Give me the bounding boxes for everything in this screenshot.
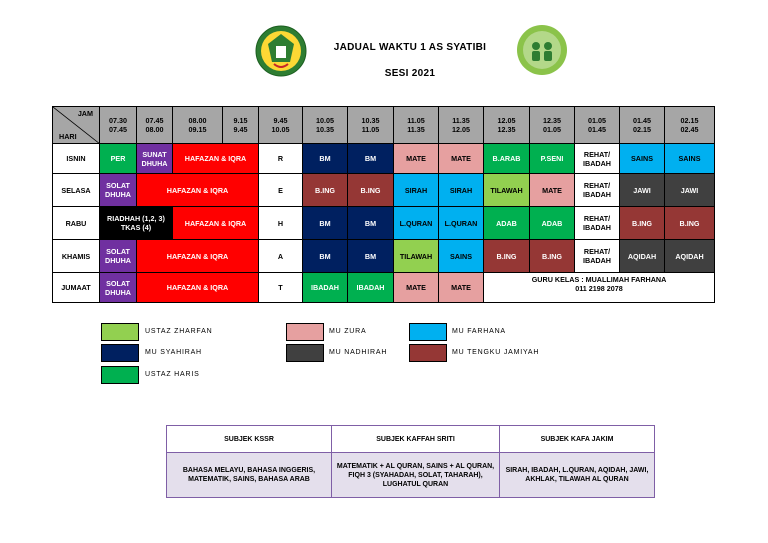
lesson-cell: BM [303,144,348,174]
legend-label: USTAZ ZHARFAN [145,328,213,335]
page-title: JADUAL WAKTU 1 AS SYATIBI [333,42,487,53]
class-teacher-name: GURU KELAS : MUALLIMAH FARHANA [531,275,667,284]
lesson-cell: ADAB [484,207,530,240]
lesson-cell: TILAWAH [484,174,530,207]
rehat-cell: REHAT/ IBADAH [575,207,620,240]
lesson-cell: MATE [394,273,439,303]
legend-swatch-zura [286,323,324,341]
time-header: 07.30 07.45 [100,107,137,144]
lesson-cell: MATE [530,174,575,207]
lesson-cell: SOLAT DHUHA [100,273,137,303]
time-header: 12.05 12.35 [484,107,530,144]
lesson-cell: JAWI [620,174,665,207]
legend-swatch-zharfan [101,323,139,341]
lesson-cell: BM [348,207,394,240]
class-teacher-phone: 011 2198 2078 [575,284,623,293]
time-header: 01.45 02.15 [620,107,665,144]
lesson-cell: SAINS [665,144,715,174]
lesson-cell: BM [303,207,348,240]
subject-header: SUBJEK KAFA JAKIM [500,426,655,453]
break-letter: H [259,207,303,240]
time-header: 01.05 01.45 [575,107,620,144]
corner-hari-label: HARI [59,132,77,141]
lesson-cell: HAFAZAN & IQRA [137,174,259,207]
lesson-cell: B.ING [665,207,715,240]
break-letter: A [259,240,303,273]
day-label: RABU [53,207,100,240]
time-header: 9.15 9.45 [223,107,259,144]
lesson-cell: HAFAZAN & IQRA [137,240,259,273]
lesson-cell: B.ARAB [484,144,530,174]
lesson-cell: B.ING [530,240,575,273]
lesson-cell: HAFAZAN & IQRA [173,144,259,174]
lesson-cell: JAWI [665,174,715,207]
class-teacher-info [484,273,715,303]
lesson-cell: TILAWAH [394,240,439,273]
lesson-cell: BM [303,240,348,273]
lesson-cell: SAINS [620,144,665,174]
legend-label: MU ZURA [329,328,367,335]
subject-list: MATEMATIK + AL QURAN, SAINS + AL QURAN, FIQH 3 (SYAHADAH, SOLAT, TAHARAH), LUGHATUL QURAN [332,453,500,498]
lesson-cell: B.ING [484,240,530,273]
green-emblem-logo [516,24,568,76]
time-header: 9.45 10.05 [259,107,303,144]
lesson-cell: B.ING [620,207,665,240]
break-letter: E [259,174,303,207]
timetable [52,106,715,303]
lesson-cell: MATE [439,144,484,174]
time-header: 02.15 02.45 [665,107,715,144]
lesson-cell: L.QURAN [394,207,439,240]
lesson-cell: B.ING [303,174,348,207]
lesson-cell: P.SENI [530,144,575,174]
rehat-cell: REHAT/ IBADAH [575,174,620,207]
legend-swatch-tengku-jamiyah [409,344,447,362]
day-label: ISNIN [53,144,100,174]
lesson-cell: SOLAT DHUHA [100,240,137,273]
lesson-cell: IBADAH [303,273,348,303]
time-header: 11.35 12.05 [439,107,484,144]
day-label: JUMAAT [53,273,100,303]
school-crest-logo [254,24,308,78]
subject-list: BAHASA MELAYU, BAHASA INGGERIS, MATEMATIK, SAINS, BAHASA ARAB [167,453,332,498]
legend-swatch-farhana [409,323,447,341]
lesson-cell: MATE [439,273,484,303]
legend-label: MU NADHIRAH [329,349,388,356]
time-header: 08.00 09.15 [173,107,223,144]
time-header: 11.05 11.35 [394,107,439,144]
lesson-cell: PER [100,144,137,174]
time-header: 10.05 10.35 [303,107,348,144]
day-label: KHAMIS [53,240,100,273]
subject-header: SUBJEK KAFFAH SRITI [332,426,500,453]
subjects-table [166,425,655,498]
legend-label: MU FARHANA [452,328,506,335]
lesson-cell: SIRAH [439,174,484,207]
jam-hari-corner [53,107,100,144]
lesson-cell: SUNAT DHUHA [137,144,173,174]
day-label: SELASA [53,174,100,207]
lesson-cell: HAFAZAN & IQRA [137,273,259,303]
lesson-cell: SAINS [439,240,484,273]
break-letter: R [259,144,303,174]
break-letter: T [259,273,303,303]
lesson-cell: HAFAZAN & IQRA [173,207,259,240]
legend-label: MU TENGKU JAMIYAH [452,349,540,356]
time-header: 12.35 01.05 [530,107,575,144]
lesson-cell: L.QURAN [439,207,484,240]
time-header: 10.35 11.05 [348,107,394,144]
legend-swatch-haris [101,366,139,384]
legend-swatch-syahirah [101,344,139,362]
time-header: 07.45 08.00 [137,107,173,144]
lesson-cell: AQIDAH [620,240,665,273]
subject-list: SIRAH, IBADAH, L.QURAN, AQIDAH, JAWI, AKHLAK, TILAWAH AL QURAN [500,453,655,498]
lesson-cell: IBADAH [348,273,394,303]
lesson-cell: SIRAH [394,174,439,207]
lesson-cell: RIADHAH (1,2, 3) TKAS (4) [100,207,173,240]
lesson-cell: B.ING [348,174,394,207]
lesson-cell: BM [348,240,394,273]
rehat-cell: REHAT/ IBADAH [575,144,620,174]
lesson-cell: MATE [394,144,439,174]
corner-jam-label: JAM [77,109,93,118]
legend-swatch-nadhirah [286,344,324,362]
rehat-cell: REHAT/ IBADAH [575,240,620,273]
lesson-cell: ADAB [530,207,575,240]
lesson-cell: BM [348,144,394,174]
legend-label: USTAZ HARIS [145,371,200,378]
lesson-cell: SOLAT DHUHA [100,174,137,207]
subject-header: SUBJEK KSSR [167,426,332,453]
lesson-cell: AQIDAH [665,240,715,273]
session-label: SESI 2021 [384,68,436,79]
legend-label: MU SYAHIRAH [145,349,202,356]
